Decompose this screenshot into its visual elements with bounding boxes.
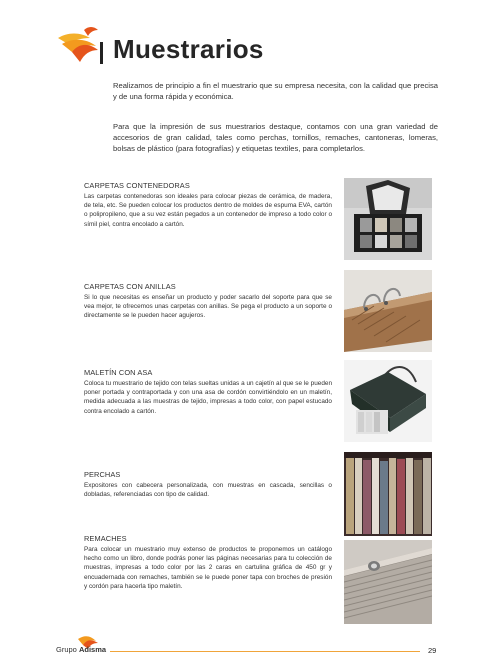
- footer-brand: [56, 645, 106, 654]
- photo-carpetas-con-anillas: [344, 270, 432, 352]
- section-body: Si lo que necesitas es enseñar un producto y poder sacarlo del soporte para que se vea mejor, te ofrecemos unas carpetas con anillas. Se pega el producto a un soporte o directamente se le pueden hacer agujeros.: [84, 294, 332, 320]
- section-title: CARPETAS CON ANILLAS: [84, 282, 176, 291]
- footer-divider: [110, 651, 420, 652]
- section-title: PERCHAS: [84, 470, 121, 479]
- intro-paragraph-2: Para que la impresión de sus muestrarios destaque, contamos con una gran variedad de accesorios de gran calidad, tales como perchas, tornillos, remaches, cantoneras, lomeras, bolsas de plástico (para fotografías) y etiquetas textiles, para completarlos.: [113, 121, 438, 153]
- footer-brand-prefix: Grupo: [56, 645, 77, 654]
- section-body: Expositores con cabecera personalizada, con muestras en cascada, sencillas o dobladas, referenciadas con tipo de calidad.: [84, 482, 332, 499]
- section-title: CARPETAS CONTENEDORAS: [84, 181, 190, 190]
- title-accent-bar: [100, 42, 103, 64]
- photo-perchas: [344, 452, 432, 536]
- photo-remaches: [344, 540, 432, 624]
- adisma-bird-logo-icon: [56, 24, 100, 64]
- section-maletin-con-asa: [84, 368, 332, 416]
- section-carpetas-contenedoras: [84, 181, 332, 229]
- page-title: Muestrarios: [113, 34, 264, 64]
- section-title: MALETÍN CON ASA: [84, 368, 153, 377]
- page-number: 29: [428, 646, 437, 655]
- section-title: REMACHES: [84, 534, 127, 543]
- photo-maletin-con-asa: [344, 360, 432, 442]
- section-body: Las carpetas contenedoras son ideales para colocar piezas de cerámica, de madera, de tela, etc. Se pueden colocar los productos dentro de moldes de espuma EVA, cartón o polipropileno, que a su vez están pegados a un contenedor de impreso a todo color o símil piel, contra encolado a cartón.: [84, 193, 332, 228]
- section-perchas: [84, 470, 332, 499]
- photo-carpetas-contenedoras: [344, 178, 432, 260]
- section-carpetas-con-anillas: [84, 282, 332, 321]
- section-body: Para colocar un muestrario muy extenso de productos te proponemos un catálogo hecho como un libro, donde podrás poner las páginas necesarias para tu colección de muestras, impresas a todo color por las 2 caras en cartulina gráfica de 450 gr y encuadernada con remaches, también se le puede poner tapa con broches de presión y cordón para hacerla tipo maletín.: [84, 546, 332, 590]
- section-remaches: [84, 534, 332, 591]
- footer-brand-name: Adisma: [78, 645, 107, 654]
- section-body: Coloca tu muestrario de tejido con telas sueltas unidas a un cajetín al que se le pueden poner portada y contraportada y con una asa de cordón convirtiéndolo en un maletín, medida adecuada a las muestras de tejido, impresas a todo color, con papel estucado contra encolado a cartón.: [84, 380, 332, 415]
- intro-paragraph-1: Realizamos de principio a fin el muestrario que su empresa necesita, con la calidad que precisa y de una forma rápida y económica.: [113, 80, 438, 101]
